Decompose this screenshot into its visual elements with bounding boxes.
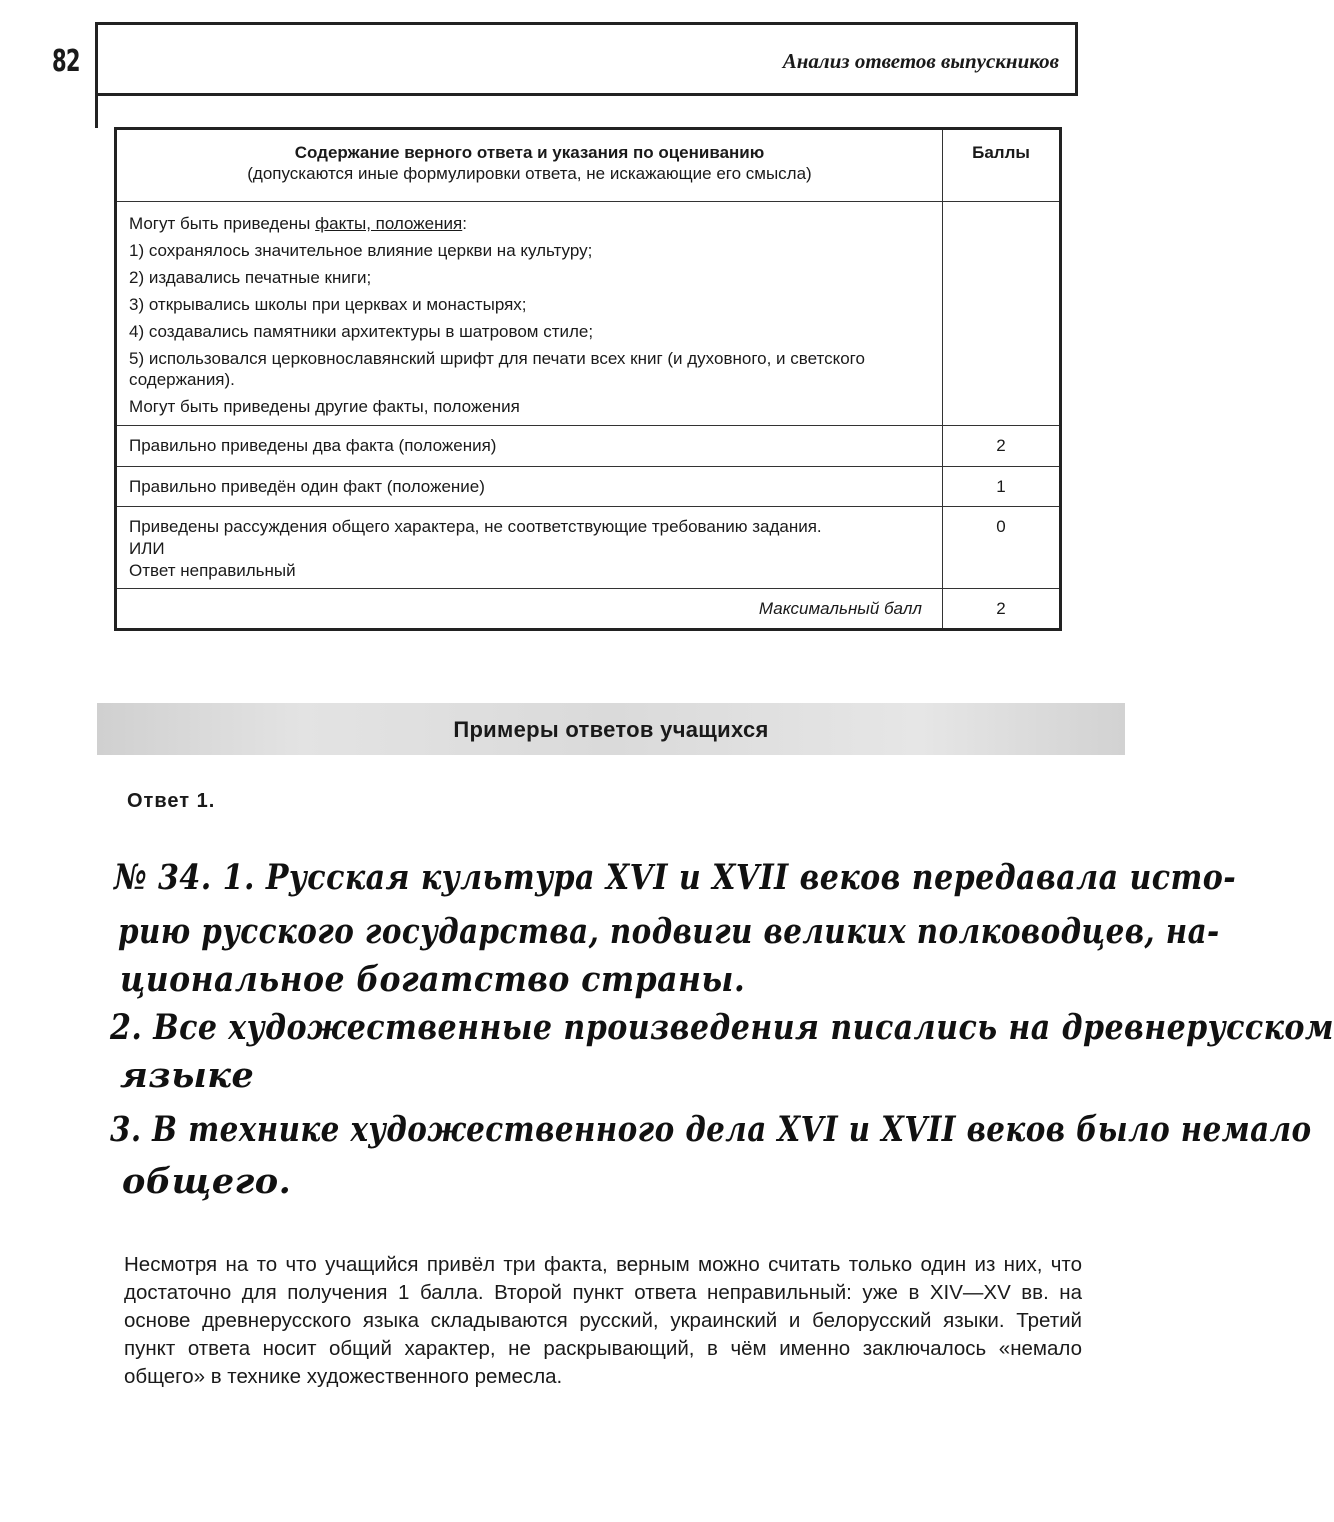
answer-label: Ответ 1.	[127, 790, 216, 812]
commentary-paragraph: Несмотря на то что учащийся привёл три факта, верным можно считать только один из них, что достаточно для получения 1 балла. Второй пункт ответа неправильный: уже в XIV—XV вв. на основе древнерусского языка складываются русский, украинский и белорусский языки. Третий пункт ответа носит общий характер, не раскрывающий, в чём именно заключалось «немало общего» в технике художественного ремесла.	[124, 1253, 1082, 1388]
criteria-header-title: Содержание верного ответа и указания по оцениванию	[294, 143, 765, 162]
handwritten-line: циональное богатство страны.	[120, 959, 746, 1000]
criterion-cell: Правильно приведён один факт (положение)	[116, 467, 943, 507]
correct-answer-content	[116, 202, 943, 426]
content-item: 2) издавались печатные книги;	[129, 268, 372, 287]
content-item: 3) открывались школы при церквах и монастырях;	[129, 295, 527, 314]
content-item: 5) использовался церковнославянский шрифт для печати всех книг (и духовного, и светского содержания).	[129, 349, 865, 389]
criterion-cell-zero	[116, 507, 943, 589]
criteria-column-header	[116, 129, 943, 202]
running-title: Анализ ответов выпускников	[782, 49, 1059, 73]
table-row	[116, 507, 1061, 589]
score-cell: 1	[943, 467, 1061, 507]
score-cell: 0	[943, 507, 1061, 589]
table-header-row	[116, 129, 1061, 202]
zero-criterion-text: Приведены рассуждения общего характера, не соответствующие требованию задания.	[129, 517, 822, 536]
score-column-header: Баллы	[943, 129, 1061, 202]
running-header	[95, 22, 1078, 96]
zero-criterion-or: ИЛИ	[129, 539, 165, 558]
content-item: 4) создавались памятники архитектуры в шатровом стиле;	[129, 322, 594, 341]
section-title: Примеры ответов учащихся	[453, 717, 769, 742]
table-row	[116, 426, 1061, 467]
section-banner	[97, 703, 1125, 755]
content-intro: Могут быть приведены факты, положения:	[129, 214, 467, 233]
content-item: 1) сохранялось значительное влияние церкви на культуру;	[129, 241, 593, 260]
criterion-cell: Правильно приведены два факта (положения)	[116, 426, 943, 467]
handwritten-line: языке	[120, 1055, 255, 1096]
score-cell: 2	[943, 426, 1061, 467]
handwritten-line: 2. Все художественные произведения писались на древнерусском	[110, 1007, 1334, 1048]
max-score-value: 2	[943, 589, 1061, 630]
handwritten-line: 3. В технике художественного дела XVI и XVII веков было немало	[110, 1109, 1312, 1150]
grading-table	[114, 127, 1062, 631]
max-score-label: Максимальный балл	[116, 589, 943, 630]
handwritten-line: рию русского государства, подвиги великих полководцев, на-	[118, 911, 1220, 952]
zero-criterion-wrong: Ответ неправильный	[129, 561, 296, 580]
handwritten-line: общего.	[122, 1161, 292, 1202]
content-score-cell	[943, 202, 1061, 426]
table-row	[116, 467, 1061, 507]
content-row	[116, 202, 1061, 426]
max-score-row	[116, 589, 1061, 630]
underlined-facts: факты, положения	[315, 214, 463, 233]
page-number: 82	[52, 44, 80, 79]
criteria-header-subtitle: (допускаются иные формулировки ответа, не искажающие его смысла)	[247, 164, 812, 183]
content-outro: Могут быть приведены другие факты, положения	[129, 397, 520, 416]
handwritten-line: № 34. 1. Русская культура XVI и XVII веков передавала исто-	[114, 857, 1237, 898]
